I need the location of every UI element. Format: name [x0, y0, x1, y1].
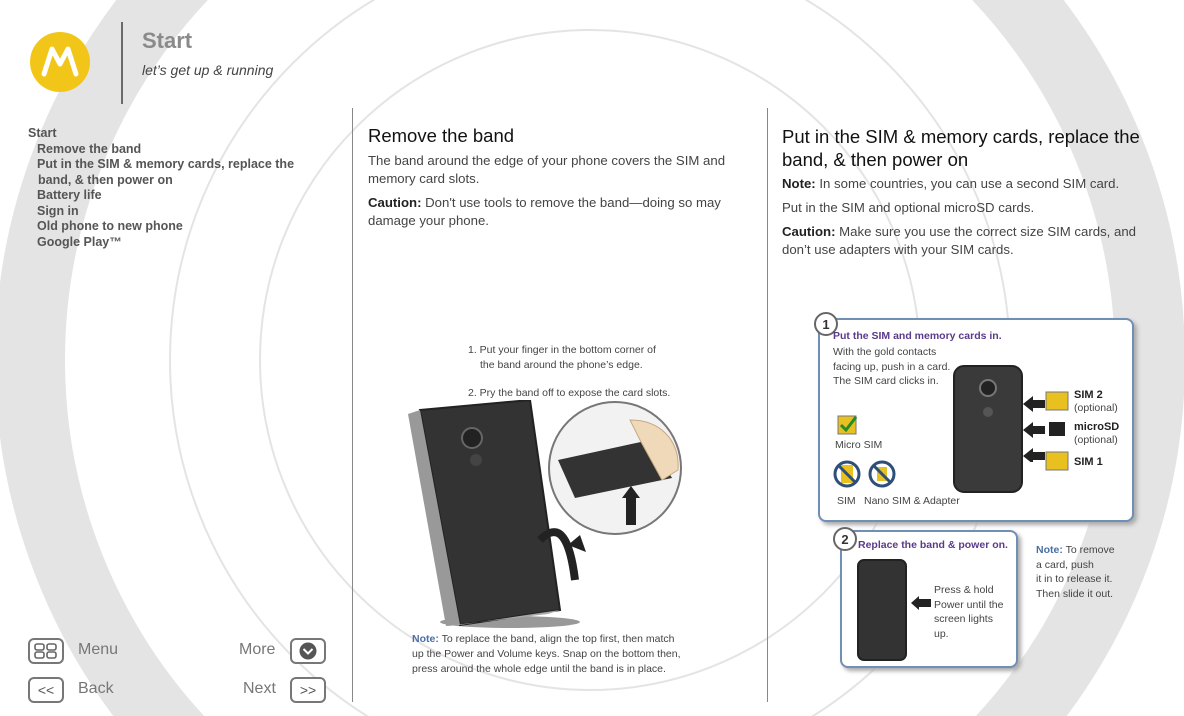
step-2-line-2: Power until the: [934, 598, 1004, 611]
chevron-down-circle-icon: [298, 641, 318, 661]
note-line-1: To replace the band, align the top first, then match: [441, 633, 675, 645]
toc-heading[interactable]: Start: [28, 126, 57, 140]
toc-item-remove-band[interactable]: Remove the band: [37, 141, 142, 156]
step-1-line-3: The SIM card clicks in.: [833, 375, 939, 387]
toc-item-old-phone[interactable]: Old phone to new phone: [37, 219, 183, 233]
menu-grid-icon: [34, 643, 58, 659]
step-2-number: 2: [833, 527, 857, 551]
nano-sim-not-allowed-icon: [867, 459, 897, 489]
microsd-optional: (optional): [1074, 434, 1118, 446]
step-2-title: Replace the band & power on.: [858, 539, 1008, 551]
sim-note: [782, 175, 1162, 193]
motorola-m-icon: [30, 32, 90, 92]
more-label[interactable]: More: [239, 641, 276, 658]
remove-card-note: [1036, 543, 1115, 601]
microsd-label: microSD: [1074, 421, 1120, 433]
remove-card-note-line-3: it in to release it.: [1036, 573, 1113, 585]
sim-caution: [782, 223, 1154, 259]
toc-item-sim-cards-cont[interactable]: band, & then power on: [38, 172, 173, 187]
back-arrows-icon: <<: [37, 682, 55, 698]
next-button[interactable]: [290, 677, 326, 703]
motorola-logo: [30, 32, 90, 92]
sim-not-allowed-icon: [832, 459, 862, 489]
sim-text-2: Put in the SIM and optional microSD cards.: [782, 200, 1035, 215]
menu-label[interactable]: Menu: [78, 641, 119, 658]
phone-front-illustration: [856, 558, 908, 662]
caution-label: Caution:: [368, 195, 422, 210]
step-1-title: Put the SIM and memory cards in.: [833, 330, 1002, 342]
step-2-line-4: up.: [934, 627, 949, 640]
toc-item-sign-in[interactable]: Sign in: [37, 203, 79, 218]
remove-card-note-label: Note:: [1036, 544, 1063, 556]
sim-caution-text: Make sure you use the correct size SIM cards, and don’t use adapters with your SIM cards.: [782, 224, 1137, 257]
sim-heading-line-1: Put in the SIM & memory cards, replace the: [782, 126, 1140, 147]
remove-band-note: [412, 632, 702, 677]
page-title: Start: [142, 28, 193, 53]
next-arrows-icon: >>: [299, 682, 317, 698]
sim-label: SIM: [837, 495, 856, 507]
remove-band-intro: The band around the edge of your phone covers the SIM and memory card slots.: [368, 153, 726, 186]
toc-item-sim-cards[interactable]: Put in the SIM & memory cards, replace the: [37, 157, 295, 171]
sim-caution-label: Caution:: [782, 224, 836, 239]
remove-band-caution: [368, 194, 753, 230]
sim-heading: [782, 125, 1140, 171]
toc-item-battery-life[interactable]: Battery life: [37, 188, 102, 202]
remove-step-2: 2. Pry the band off to expose the card slots.: [468, 387, 671, 399]
remove-card-note-line-2: a card, push: [1036, 558, 1094, 571]
micro-sim-check-icon: [836, 414, 858, 436]
step-1-number: 1: [814, 312, 838, 336]
next-label[interactable]: Next: [243, 680, 276, 697]
sim-note-label: Note:: [782, 176, 816, 191]
power-arrow-icon: [911, 596, 931, 610]
note-line-3: press around the whole edge until the band is in place.: [412, 663, 666, 675]
sim2-optional: (optional): [1074, 402, 1118, 414]
remove-card-note-line-4: Then slide it out.: [1036, 587, 1114, 600]
remove-step-1-cont: the band around the phone’s edge.: [480, 359, 643, 371]
step-1-text: [833, 345, 950, 389]
note-label: Note:: [412, 633, 439, 645]
step-1-line-1: With the gold contacts: [833, 346, 937, 358]
caution-text: Don't use tools to remove the band—doing so may damage your phone.: [368, 195, 721, 228]
nano-sim-label: Nano SIM & Adapter: [864, 495, 960, 507]
sim2-label: SIM 2: [1074, 389, 1103, 401]
menu-button[interactable]: [28, 638, 64, 664]
column-divider-right: [767, 108, 768, 702]
card-slot-icons: [1045, 391, 1069, 471]
remove-band-heading: Remove the band: [368, 125, 515, 146]
phone-back-illustration: [952, 364, 1024, 494]
slot-arrows-icon: [1023, 392, 1045, 462]
column-divider-left: [352, 108, 353, 702]
remove-band-illustration: [400, 400, 700, 632]
header-divider: [121, 22, 123, 104]
remove-step-1: 1. Put your finger in the bottom corner of: [468, 344, 656, 356]
remove-card-note-line-1: To remove: [1065, 544, 1115, 556]
step-2-line-3: screen lights: [934, 613, 993, 625]
sim1-label: SIM 1: [1074, 456, 1103, 468]
back-button[interactable]: [28, 677, 64, 703]
table-of-contents: [28, 126, 294, 250]
note-line-2: up the Power and Volume keys. Snap on the bottom then,: [412, 648, 681, 660]
page-subtitle: let’s get up & running: [142, 62, 274, 78]
step-1-line-2: facing up, push in a card.: [833, 360, 951, 373]
toc-item-google-play[interactable]: Google Play™: [37, 234, 122, 249]
back-label[interactable]: Back: [78, 680, 114, 697]
sim-heading-line-2: band, & then power on: [782, 149, 969, 170]
micro-sim-label: Micro SIM: [835, 439, 883, 451]
step-2-text: [934, 583, 1003, 641]
more-button[interactable]: [290, 638, 326, 664]
sim-note-text: In some countries, you can use a second SIM card.: [819, 176, 1120, 191]
step-2-line-1: Press & hold: [934, 584, 994, 596]
